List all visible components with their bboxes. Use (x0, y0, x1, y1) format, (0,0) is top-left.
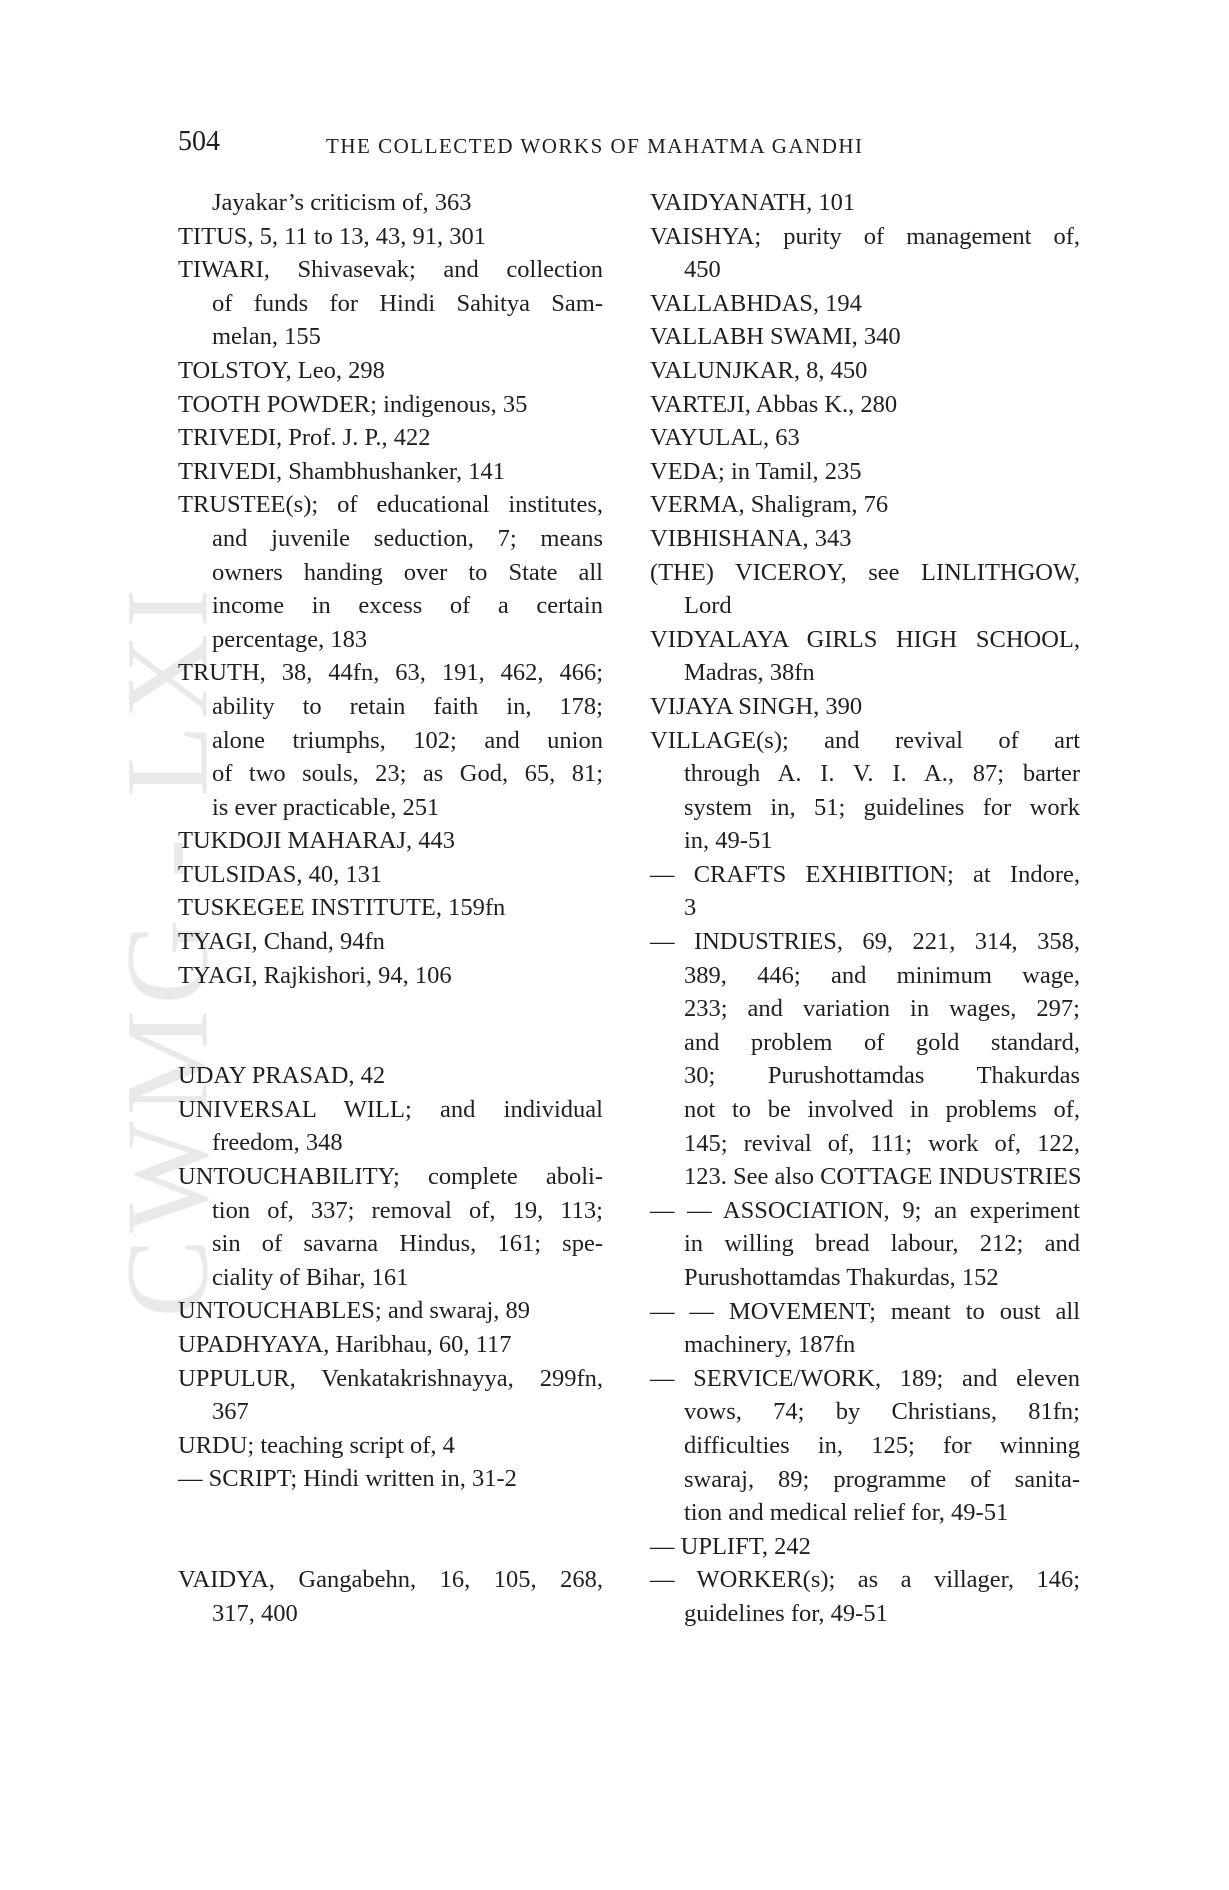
index-entry-line: TOLSTOY, Leo, 298 (178, 356, 385, 384)
index-entry-line: VAISHYA; purity of management of, (650, 222, 1080, 250)
index-entry (178, 959, 603, 993)
index-entry (178, 925, 603, 959)
index-entry-line: freedom, 348 (212, 1129, 343, 1157)
index-entry-line: URDU; teaching script of, 4 (178, 1431, 455, 1459)
index-entry-line: in, 49-51 (684, 827, 773, 855)
index-entry (650, 1563, 1080, 1630)
index-entry-line: tion and medical relief for, 49-51 (684, 1499, 1009, 1527)
page-header (178, 126, 1058, 166)
index-column-left (178, 186, 603, 1630)
index-entry (178, 455, 603, 489)
index-entry (178, 824, 603, 858)
index-entry (178, 891, 603, 925)
index-entry-line: melan, 155 (212, 323, 321, 351)
index-entry-line: TRUSTEE(s); of educational institutes, (178, 491, 603, 519)
index-entry-line: difficulties in, 125; for winning (684, 1431, 1080, 1459)
index-entry-line: VILLAGE(s); and revival of art (650, 726, 1080, 754)
index-entry-line: 233; and variation in wages, 297; (684, 995, 1080, 1023)
index-entry (178, 253, 603, 354)
index-entry (650, 925, 1080, 1194)
index-entry-line: and juvenile seduction, 7; means (212, 524, 603, 552)
index-entry (650, 1362, 1080, 1530)
index-entry (650, 556, 1080, 623)
index-entry-line: TRUTH, 38, 44fn, 63, 191, 462, 466; (178, 659, 603, 687)
index-entry-line: 123. See also COTTAGE INDUSTRIES (684, 1163, 1082, 1191)
index-entry-line: 367 (212, 1398, 249, 1426)
index-entry (178, 656, 603, 824)
index-entry-line: sin of savarna Hindus, 161; spe- (212, 1230, 603, 1258)
index-entry-line: VALLABH SWAMI, 340 (650, 323, 901, 351)
index-entry (178, 388, 603, 422)
running-title: THE COLLECTED WORKS OF MAHATMA GANDHI (326, 134, 864, 158)
index-entry (650, 858, 1080, 925)
index-entry-line: system in, 51; guidelines for work (684, 793, 1080, 821)
index-entry-line: UNIVERSAL WILL; and individual (178, 1095, 603, 1123)
index-entry (178, 1059, 603, 1093)
index-entry (178, 1563, 603, 1630)
index-entry (178, 488, 603, 656)
index-entry-line: 30; Purushottamdas Thakurdas (684, 1062, 1080, 1090)
index-column-right (650, 186, 1080, 1631)
index-entry-line: TULSIDAS, 40, 131 (178, 860, 383, 888)
index-entry-line: income in excess of a certain (212, 592, 603, 620)
index-entry (178, 1429, 603, 1463)
index-entry-line: machinery, 187fn (684, 1331, 856, 1359)
index-entry (650, 388, 1080, 422)
index-entry-line: percentage, 183 (212, 625, 368, 653)
index-entry-line: TOOTH POWDER; indigenous, 35 (178, 390, 528, 418)
index-entry-line: not to be involved in problems of, (684, 1096, 1080, 1124)
index-entry-line: 450 (684, 256, 721, 284)
index-entry (650, 488, 1080, 522)
watermark-text: CWMG - LXI (102, 582, 234, 1318)
index-entry-line: TRIVEDI, Shambhushanker, 141 (178, 457, 505, 485)
index-entry-line: TYAGI, Rajkishori, 94, 106 (178, 961, 452, 989)
index-entry (650, 724, 1080, 858)
index-entry-line: guidelines for, 49-51 (684, 1599, 888, 1627)
index-entry-line: TRIVEDI, Prof. J. P., 422 (178, 424, 431, 452)
index-entry-line: VALUNJKAR, 8, 450 (650, 356, 868, 384)
index-entry-line: of funds for Hindi Sahitya Sam- (212, 289, 603, 317)
index-entry-line: TUSKEGEE INSTITUTE, 159fn (178, 894, 506, 922)
index-entry (178, 220, 603, 254)
index-entry-line: UPADHYAYA, Haribhau, 60, 117 (178, 1331, 512, 1358)
index-entry (650, 320, 1080, 354)
index-entry-line: VAIDYA, Gangabehn, 16, 105, 268, (178, 1565, 603, 1593)
index-entry-line: of two souls, 23; as God, 65, 81; (212, 760, 603, 788)
index-entry (650, 455, 1080, 489)
index-entry (178, 1093, 603, 1160)
index-entry-line: — CRAFTS EXHIBITION; at Indore, (650, 860, 1080, 888)
index-entry (650, 1194, 1080, 1295)
index-entry-line: (THE) VICEROY, see LINLITHGOW, (650, 558, 1080, 586)
index-entry (650, 690, 1080, 724)
index-entry-line: 145; revival of, 111; work of, 122, (684, 1129, 1080, 1157)
index-entry-line: 389, 446; and minimum wage, (684, 961, 1080, 989)
index-entry-line: alone triumphs, 102; and union (212, 726, 603, 754)
index-entry-line: tion of, 337; removal of, 19, 113; (212, 1196, 603, 1224)
index-entry (650, 421, 1080, 455)
index-entry-line: UDAY PRASAD, 42 (178, 1062, 386, 1090)
index-entry-line: owners handing over to State all (212, 558, 603, 586)
index-entry-line: — UPLIFT, 242 (650, 1532, 811, 1560)
index-entry-line: VARTEJI, Abbas K., 280 (650, 390, 898, 418)
index-entry-line: UNTOUCHABILITY; complete aboli- (178, 1163, 603, 1191)
index-entry-line: — SERVICE/WORK, 189; and eleven (650, 1364, 1080, 1392)
index-entry-line: in willing bread labour, 212; and (684, 1230, 1080, 1258)
index-entry (178, 858, 603, 892)
index-entry-line: TUKDOJI MAHARAJ, 443 (178, 827, 455, 855)
index-entry (650, 1295, 1080, 1362)
index-entry-line: swaraj, 89; programme of sanita- (684, 1465, 1080, 1493)
index-entry-line: VAYULAL, 63 (650, 424, 800, 452)
index-entry (650, 186, 1080, 220)
index-entry-line: VAIDYANATH, 101 (650, 189, 856, 216)
index-letter-gap (178, 992, 603, 1059)
index-entry-line: is ever practicable, 251 (212, 793, 440, 821)
index-entry (178, 1362, 603, 1429)
index-entry (178, 1462, 603, 1496)
index-entry (650, 220, 1080, 287)
index-entry-line: TIWARI, Shivasevak; and collection (178, 256, 603, 284)
index-entry-line: Purushottamdas Thakurdas, 152 (684, 1264, 999, 1291)
index-entry-line: vows, 74; by Christians, 81fn; (684, 1398, 1080, 1426)
index-entry-line: ability to retain faith in, 178; (212, 692, 603, 720)
index-entry-line: through A. I. V. I. A., 87; barter (684, 760, 1080, 788)
index-entry (178, 186, 603, 220)
index-entry (178, 1160, 603, 1294)
index-entry-line: UNTOUCHABLES; and swaraj, 89 (178, 1297, 531, 1325)
index-entry-line: — WORKER(s); as a villager, 146; (650, 1566, 1080, 1594)
index-entry-line: — INDUSTRIES, 69, 221, 314, 358, (650, 928, 1080, 956)
index-entry-line: Jayakar’s criticism of, 363 (212, 189, 472, 216)
index-entry (650, 354, 1080, 388)
index-entry-line: VIDYALAYA GIRLS HIGH SCHOOL, (650, 625, 1080, 653)
index-entry-line: and problem of gold standard, (684, 1028, 1080, 1056)
index-entry-line: VIBHISHANA, 343 (650, 524, 852, 552)
index-entry-line: — — ASSOCIATION, 9; an experiment (650, 1196, 1080, 1224)
index-entry-line: VERMA, Shaligram, 76 (650, 491, 889, 519)
page-number: 504 (178, 126, 220, 157)
index-entry-line: ciality of Bihar, 161 (212, 1263, 409, 1291)
index-entry-line: 3 (684, 894, 697, 922)
index-entry (650, 623, 1080, 690)
index-entry-line: TITUS, 5, 11 to 13, 43, 91, 301 (178, 222, 487, 250)
index-entry (178, 1294, 603, 1328)
index-entry (178, 354, 603, 388)
index-entry-line: Lord (684, 592, 732, 620)
index-entry-line: VALLABHDAS, 194 (650, 289, 862, 317)
index-letter-gap (178, 1496, 603, 1563)
index-entry-line: 317, 400 (212, 1599, 298, 1627)
index-entry (650, 1530, 1080, 1564)
index-entry-line: — — MOVEMENT; meant to oust all (650, 1297, 1080, 1325)
index-entry-line: Madras, 38fn (684, 659, 815, 687)
index-entry (178, 1328, 603, 1362)
index-entry-line: VEDA; in Tamil, 235 (650, 457, 862, 485)
index-entry (650, 522, 1080, 556)
index-entry-line: TYAGI, Chand, 94fn (178, 928, 385, 956)
index-entry-line: — SCRIPT; Hindi written in, 31-2 (178, 1465, 517, 1493)
index-entry (178, 421, 603, 455)
index-entry (650, 287, 1080, 321)
index-entry-line: UPPULUR, Venkatakrishnayya, 299fn, (178, 1364, 603, 1392)
index-entry-line: VIJAYA SINGH, 390 (650, 692, 863, 720)
